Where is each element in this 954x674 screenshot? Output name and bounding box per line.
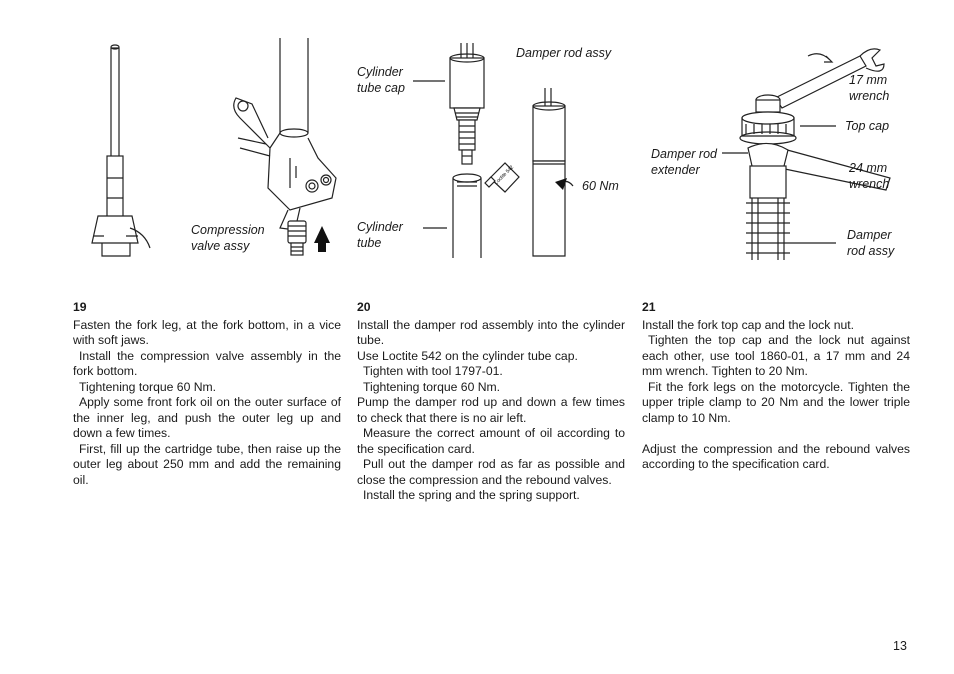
paragraph: Fit the fork legs on the motorcycle. Tighten the upper triple clamp to 20 Nm and the lower triple clamp to 10 Nm. xyxy=(642,379,910,425)
step-number: 20 xyxy=(357,300,371,314)
paragraph: Install the fork top cap and the lock nut. xyxy=(642,317,855,332)
label-top-cap: Top cap xyxy=(845,119,890,133)
label-compression-valve: Compression valve assy xyxy=(191,223,265,253)
step-number: 19 xyxy=(73,300,87,314)
paragraph: Use Loctite 542 on the cylinder tube cap. xyxy=(357,348,578,363)
paragraph: Tighten the top cap and the lock nut against each other, use tool 1860-01, a 17 mm and 24 mm wrench. Tighten to 20 Nm. xyxy=(642,333,910,378)
paragraph: Install the compression valve assembly in the fork bottom. xyxy=(73,348,341,378)
paragraph: Install the damper rod assembly into the cylinder tube. xyxy=(357,317,625,347)
paragraph: First, fill up the cartridge tube, then raise up the outer leg about 250 mm and add the remaining oil. xyxy=(73,441,341,487)
step-20 xyxy=(357,300,625,504)
label-torque-60nm: 60 Nm xyxy=(582,179,619,193)
page-number: 13 xyxy=(893,639,907,653)
step-21 xyxy=(642,300,910,473)
label-17mm-wrench: 17 mm wrench xyxy=(849,73,890,103)
paragraph: Tightening torque 60 Nm. xyxy=(363,379,501,394)
label-damper-rod-extender: Damper rod extender xyxy=(651,147,717,177)
paragraph: Fasten the fork leg, at the fork bottom, in a vice with soft jaws. xyxy=(73,317,341,347)
paragraph: Tightening torque 60 Nm. xyxy=(79,379,217,394)
paragraph: Apply some front fork oil on the outer surface of the inner leg, and push the outer leg up and down a few times. xyxy=(73,395,341,440)
label-damper-rod-assy: Damper rod assy xyxy=(516,46,612,60)
paragraph: Tighten with tool 1797-01. xyxy=(363,364,503,378)
paragraph: Pump the damper rod up and down a few times to check that there is no air left. xyxy=(357,395,625,425)
paragraph: Pull out the damper rod as far as possible and close the compression and the rebound valves. xyxy=(357,457,625,487)
step-19 xyxy=(73,300,341,488)
label-cylinder-tube: Cylinder tube xyxy=(357,220,403,250)
label-damper-rod-assy-21: Damper rod assy xyxy=(847,228,895,258)
paragraph: Adjust the compression and the rebound valves according to the specification card. xyxy=(642,441,910,471)
paragraph: Measure the correct amount of oil according to the specification card. xyxy=(357,426,625,456)
paragraph: Install the spring and the spring support. xyxy=(363,488,580,502)
label-24mm-wrench: 24 mm wrench xyxy=(849,161,890,191)
loctite-tube-mark: Loctite 542 xyxy=(493,164,516,187)
label-cylinder-tube-cap: Cylinder tube cap xyxy=(357,65,405,95)
step-number: 21 xyxy=(642,300,656,314)
